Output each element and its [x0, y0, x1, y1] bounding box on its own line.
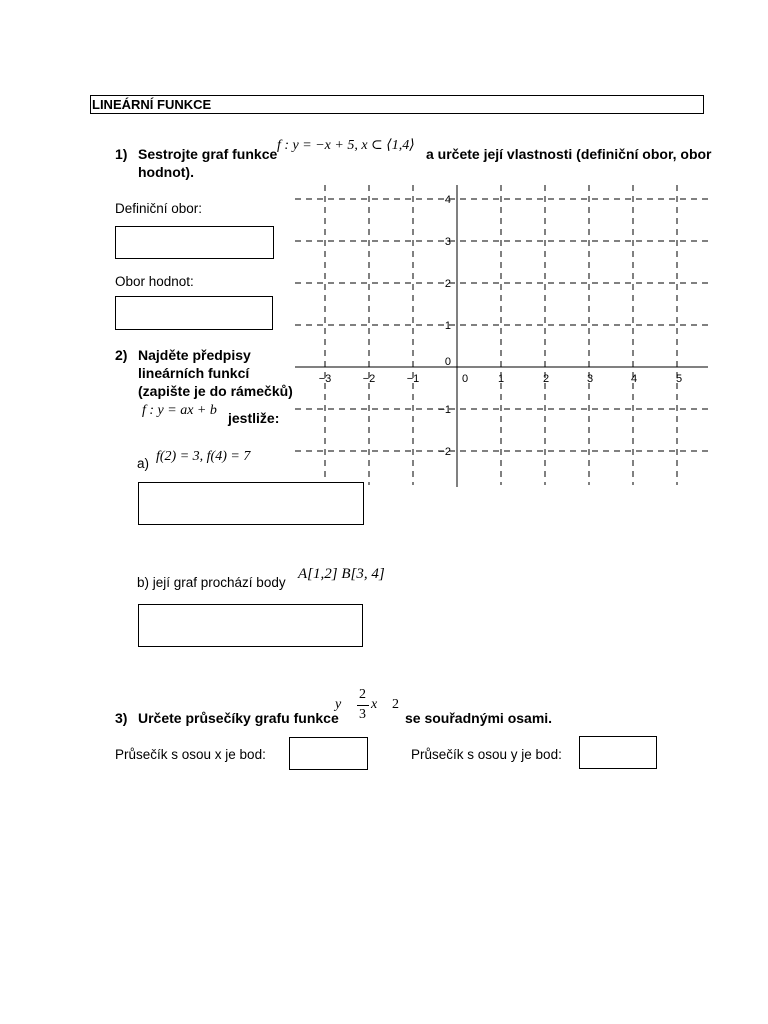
task2-suffix: jestliže: [228, 410, 280, 426]
task2-line2: lineárních funkcí [138, 365, 250, 381]
task3-formula-denominator: 3 [359, 707, 366, 722]
coordinate-grid [295, 185, 710, 490]
task2-formula: f : y = ax + b [142, 403, 217, 418]
task3-formula-y: y [335, 697, 342, 712]
task1-text-after: a určete její vlastnosti (definiční obor, obor [426, 146, 712, 162]
x-intersection-label: Průsečík s osou x je bod: [115, 747, 266, 762]
x-tick-label: −2 [362, 373, 376, 385]
y-tick-label: 3 [444, 236, 451, 248]
task2-number: 2) [115, 347, 128, 363]
task2-line3: (zapište je do rámečků) [138, 383, 293, 399]
task2-a-answer-box[interactable] [138, 482, 364, 525]
y-tick-label: 4 [444, 194, 451, 206]
range-label: Obor hodnot: [115, 274, 194, 289]
task1-formula: f : y = −x + 5, x ⊂ ⟨1,4⟩ [277, 138, 415, 153]
domain-label: Definiční obor: [115, 201, 203, 216]
task2-b-formula: A[1,2] B[3, 4] [298, 566, 385, 582]
task2-a-formula: f(2) = 3, f(4) = 7 [156, 449, 251, 464]
x-tick-label: 4 [630, 373, 638, 385]
domain-answer-box[interactable] [115, 226, 274, 259]
fraction-bar [357, 705, 369, 706]
task2-b-answer-box[interactable] [138, 604, 363, 647]
y-tick-label: 2 [444, 278, 451, 290]
task3-text-after: se souřadnými osami. [405, 710, 553, 726]
x-intersection-answer-box[interactable] [289, 737, 368, 770]
task2-line1: Najděte předpisy [138, 347, 251, 363]
x-tick-label: −3 [318, 373, 332, 385]
task1-number: 1) [115, 146, 128, 162]
origin-label: 0 [444, 356, 451, 368]
task3-formula-constant: 2 [392, 697, 399, 712]
page-title: LINEÁRNÍ FUNKCE [90, 95, 704, 114]
x-tick-label: 1 [497, 373, 505, 385]
y-tick-label: 1 [444, 320, 451, 332]
task2-b-label: b) její graf prochází body [137, 575, 286, 590]
x-tick-label: −1 [406, 373, 420, 385]
task3-text: Určete průsečíky grafu funkce [138, 710, 339, 726]
task3-formula-x: x [371, 697, 378, 712]
y-tick-label: −2 [438, 446, 451, 458]
y-tick-label: −1 [438, 404, 451, 416]
x-tick-label: 3 [586, 373, 594, 385]
y-intersection-answer-box[interactable] [579, 736, 657, 769]
task2-a-label: a) [137, 456, 150, 471]
task1-text-line2: hodnot). [138, 164, 194, 180]
range-answer-box[interactable] [115, 296, 273, 330]
task1-text: Sestrojte graf funkce [138, 146, 278, 162]
y-intersection-label: Průsečík s osou y je bod: [411, 747, 562, 762]
x-zero-label: 0 [461, 373, 469, 385]
x-tick-label: 2 [542, 373, 550, 385]
x-tick-label: 5 [675, 373, 683, 385]
task3-number: 3) [115, 710, 128, 726]
task3-formula-numerator: 2 [359, 687, 366, 702]
